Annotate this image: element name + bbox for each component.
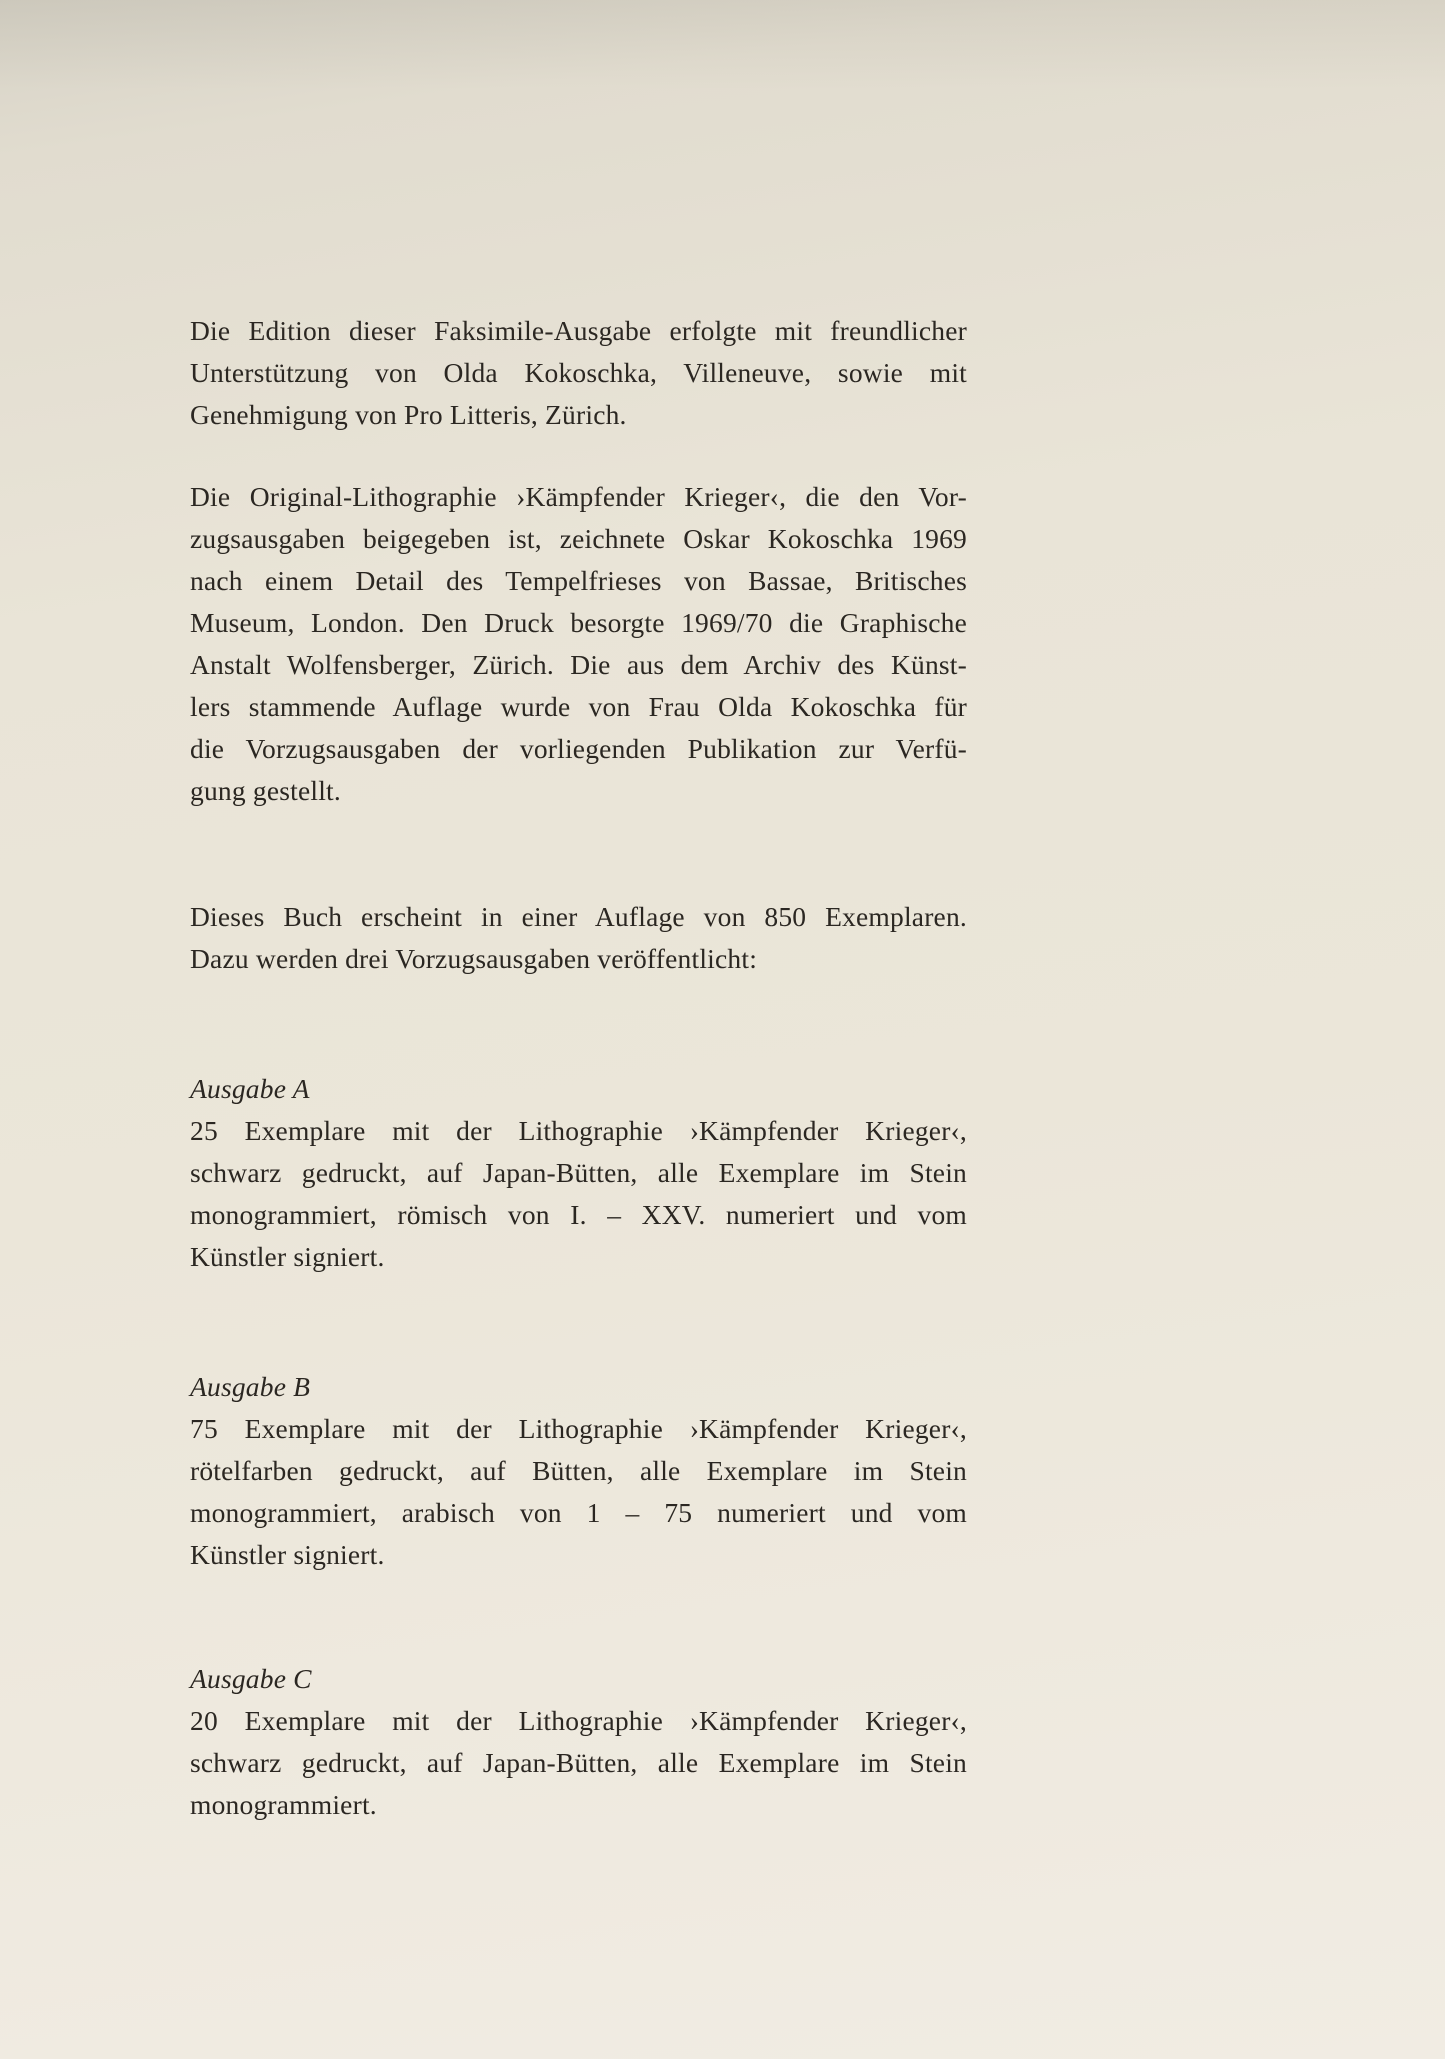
section-heading: Ausgabe A — [190, 1073, 310, 1104]
text-line: 20 Exemplare mit der Lithographie ›Kämpfender Krieger‹, — [190, 1705, 967, 1736]
text-line: monogrammiert, arabisch von 1 – 75 numeriert und vom — [190, 1497, 967, 1528]
text-line: die Vorzugsausgaben der vorliegenden Publikation zur Verfü- — [190, 733, 967, 764]
text-line: 75 Exemplare mit der Lithographie ›Kämpfender Krieger‹, — [190, 1413, 967, 1444]
colophon-text — [190, 310, 967, 1826]
text-line: gung gestellt. — [190, 775, 341, 806]
section-heading: Ausgabe C — [190, 1663, 312, 1694]
text-line: schwarz gedruckt, auf Japan-Bütten, alle Exemplare im Stein — [190, 1747, 967, 1778]
text-line: monogrammiert, römisch von I. – XXV. numeriert und vom — [190, 1199, 967, 1230]
text-line: Die Edition dieser Faksimile-Ausgabe erfolgte mit freundlicher — [190, 315, 967, 346]
section-print-run — [190, 896, 967, 980]
section-ausgabe-b — [190, 1366, 967, 1576]
text-line: zugsausgaben beigegeben ist, zeichnete Oskar Kokoschka 1969 — [190, 523, 967, 554]
text-line: lers stammende Auflage wurde von Frau Olda Kokoschka für — [190, 691, 967, 722]
text-line: nach einem Detail des Tempelfrieses von Bassae, Britisches — [190, 565, 967, 596]
text-line: Dazu werden drei Vorzugsausgaben veröffentlicht: — [190, 943, 758, 974]
text-line: Unterstützung von Olda Kokoschka, Villeneuve, sowie mit — [190, 357, 967, 388]
section-edition-support — [190, 310, 967, 436]
text-line: Genehmigung von Pro Litteris, Zürich. — [190, 399, 627, 430]
text-line: Künstler signiert. — [190, 1241, 385, 1272]
section-heading: Ausgabe B — [190, 1371, 311, 1402]
section-lithography-provenance — [190, 476, 967, 812]
text-line: Dieses Buch erscheint in einer Auflage von 850 Exemplaren. — [190, 901, 967, 932]
text-line: Künstler signiert. — [190, 1539, 385, 1570]
text-line: rötelfarben gedruckt, auf Bütten, alle Exemplare im Stein — [190, 1455, 967, 1486]
text-line: Anstalt Wolfensberger, Zürich. Die aus dem Archiv des Künst- — [190, 649, 967, 680]
text-line: schwarz gedruckt, auf Japan-Bütten, alle Exemplare im Stein — [190, 1157, 967, 1188]
text-line: 25 Exemplare mit der Lithographie ›Kämpfender Krieger‹, — [190, 1115, 967, 1146]
section-ausgabe-a — [190, 1068, 967, 1278]
text-line: Die Original-Lithographie ›Kämpfender Krieger‹, die den Vor- — [190, 481, 967, 512]
section-ausgabe-c — [190, 1658, 967, 1826]
text-line: monogrammiert. — [190, 1789, 377, 1820]
text-line: Museum, London. Den Druck besorgte 1969/70 die Graphische — [190, 607, 967, 638]
